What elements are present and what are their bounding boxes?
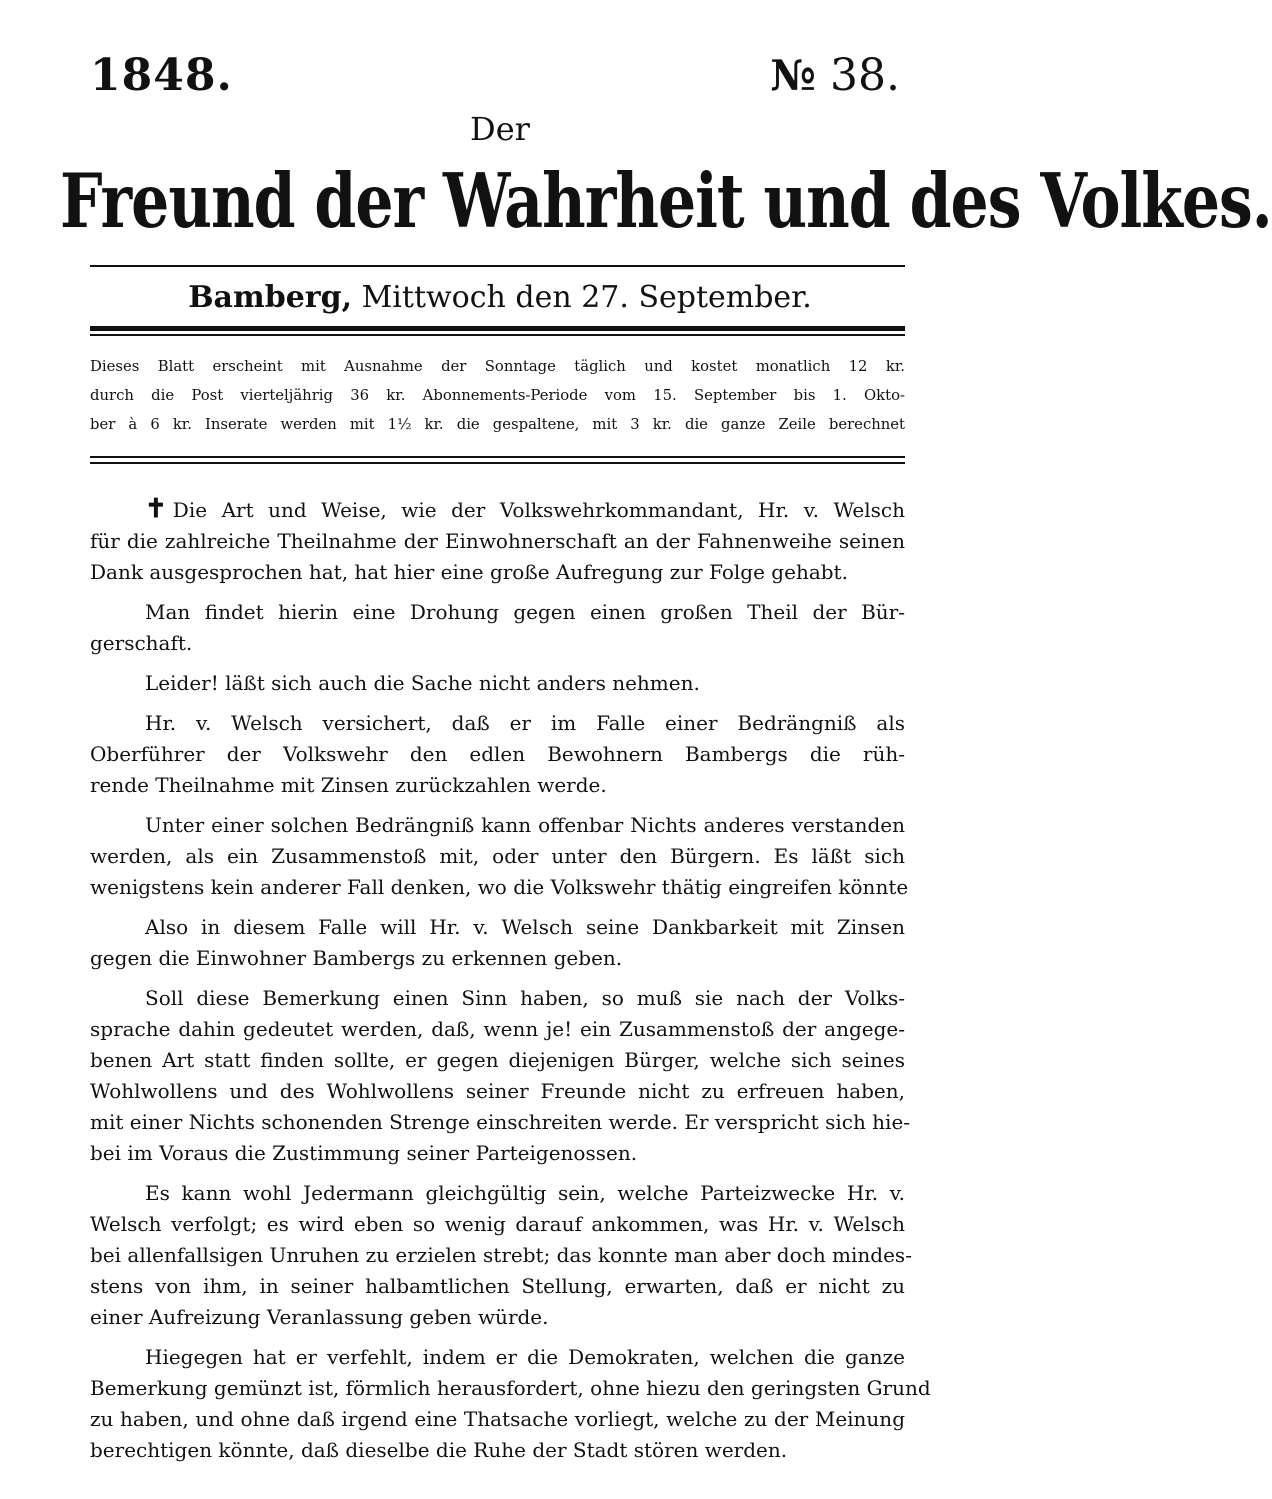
article-line-text: Welsch verfolgt; es wird eben so wenig darauf ankommen, was Hr. v. Welsch (90, 1212, 905, 1236)
article-line-text: Wohlwollens und des Wohlwollens seiner Freunde nicht zu erfreuen haben, (90, 1079, 905, 1103)
article-line-text: Also in diesem Falle will Hr. v. Welsch seine Dankbarkeit mit Zinsen (145, 915, 905, 939)
article-body (90, 494, 931, 1475)
article-line (90, 557, 905, 588)
article-line (90, 1178, 905, 1209)
article-paragraph (90, 912, 905, 974)
article-line-text: bei allenfallsigen Unruhen zu erzielen strebt; das konnte man aber doch mindes- (90, 1243, 912, 1267)
article-line-text: Soll diese Bemerkung einen Sinn haben, so muß sie nach der Volks- (145, 986, 905, 1010)
article-line (90, 1076, 905, 1107)
article-line-text: einer Aufreizung Veranlassung geben würde. (90, 1305, 549, 1329)
article-line (90, 597, 905, 628)
article-paragraph (90, 597, 905, 659)
article-line-text: Es kann wohl Jedermann gleichgültig sein, welche Parteizwecke Hr. v. (145, 1181, 905, 1205)
article-line-text: sprache dahin gedeutet werden, daß, wenn je! ein Zusammenstoß der angege- (90, 1017, 905, 1041)
article-line (90, 1435, 905, 1466)
article-line (90, 1342, 905, 1373)
cross-icon: ✝ (145, 494, 167, 524)
issue-sign: № (770, 51, 817, 100)
article-line (90, 770, 905, 801)
masthead-article: Der (470, 110, 530, 148)
subscription-line: Dieses Blatt erscheint mit Ausnahme der Sonntage täglich und kostet monatlich 12 kr. (90, 358, 905, 375)
masthead-title: Freund der Wahrheit und des Volkes. (60, 158, 1272, 246)
article-line-text: gerschaft. (90, 631, 193, 655)
article-paragraph (90, 494, 905, 588)
article-line-text: berechtigen könnte, daß dieselbe die Ruhe der Stadt stören werden. (90, 1438, 788, 1462)
article-line (90, 1373, 931, 1404)
issue-number (770, 50, 900, 101)
article-line-text: bei im Voraus die Zustimmung seiner Parteigenossen. (90, 1141, 638, 1165)
article-paragraph (90, 810, 909, 903)
article-paragraph (90, 708, 905, 801)
rule-double-top (90, 456, 905, 458)
rule-thin (90, 334, 905, 336)
article-line-text: für die zahlreiche Theilnahme der Einwohnerschaft an der Fahnenweihe seinen (90, 529, 905, 553)
subscription-line: ber à 6 kr. Inserate werden mit 1½ kr. die gespaltene, mit 3 kr. die ganze Zeile berechnet (90, 416, 905, 433)
article-line-text: Bemerkung gemünzt ist, förmlich herausfordert, ohne hiezu den geringsten Grund (90, 1376, 931, 1400)
article-line (90, 739, 905, 770)
article-line (90, 1240, 912, 1271)
article-line (90, 526, 905, 557)
article-line (90, 1209, 905, 1240)
article-line-text: mit einer Nichts schonenden Strenge einschreiten werde. Er verspricht sich hie- (90, 1110, 911, 1134)
article-line (90, 1138, 905, 1169)
rule-top (90, 265, 905, 267)
article-paragraph (90, 983, 911, 1169)
article-line (90, 943, 905, 974)
subscription-line: durch die Post vierteljährig 36 kr. Abonnements-Periode vom 15. September bis 1. Okto- (90, 387, 905, 404)
subscription-notice (90, 352, 905, 439)
dateline-date: Mittwoch den 27. September. (361, 280, 812, 315)
article-line-text: zu haben, und ohne daß irgend eine Thatsache vorliegt, welche zu der Meinung (90, 1407, 905, 1431)
article-line-text: gegen die Einwohner Bambergs zu erkennen geben. (90, 946, 623, 970)
article-line-text: Oberführer der Volkswehr den edlen Bewohnern Bambergs die rüh- (90, 742, 905, 766)
article-line (90, 841, 905, 872)
article-paragraph (90, 1178, 912, 1333)
article-line-text: Die Art und Weise, wie der Volkswehrkommandant, Hr. v. Welsch (172, 498, 905, 522)
dateline-place: Bamberg, (188, 280, 353, 315)
article-line (90, 1045, 905, 1076)
rule-thick (90, 326, 905, 331)
rule-double-bottom (90, 462, 905, 464)
article-line (90, 1271, 905, 1302)
article-line-text: werden, als ein Zusammenstoß mit, oder unter den Bürgern. Es läßt sich (90, 844, 905, 868)
article-line (90, 912, 905, 943)
article-line-text: Unter einer solchen Bedrängniß kann offenbar Nichts anderes verstanden (145, 813, 905, 837)
article-line-text: Dank ausgesprochen hat, hat hier eine große Aufregung zur Folge gehabt. (90, 560, 848, 584)
article-line (90, 494, 905, 526)
issue-number-value: 38. (830, 50, 900, 101)
article-line-text: benen Art statt finden sollte, er gegen diejenigen Bürger, welche sich seines (90, 1048, 905, 1072)
article-line-text: rende Theilnahme mit Zinsen zurückzahlen werde. (90, 773, 607, 797)
article-line (90, 810, 905, 841)
article-line-text: Leider! läßt sich auch die Sache nicht anders nehmen. (145, 671, 700, 695)
article-line (90, 1014, 905, 1045)
article-line (90, 983, 905, 1014)
article-line (90, 872, 909, 903)
article-line-text: wenigstens kein anderer Fall denken, wo die Volkswehr thätig eingreifen könnte (90, 875, 909, 899)
article-line-text: Hiegegen hat er verfehlt, indem er die Demokraten, welchen die ganze (145, 1345, 905, 1369)
year: 1848. (90, 50, 233, 101)
article-line (90, 708, 905, 739)
article-line-text: Hr. v. Welsch versichert, daß er im Falle einer Bedrängniß als (145, 711, 905, 735)
article-line (90, 1404, 905, 1435)
dateline (0, 280, 1000, 315)
article-line (90, 668, 905, 699)
article-paragraph (90, 1342, 931, 1466)
article-line (90, 1302, 905, 1333)
article-paragraph (90, 668, 905, 699)
article-line-text: stens von ihm, in seiner halbamtlichen Stellung, erwarten, daß er nicht zu (90, 1274, 905, 1298)
article-line (90, 1107, 911, 1138)
article-line-text: Man findet hierin eine Drohung gegen einen großen Theil der Bür- (145, 600, 905, 624)
article-line (90, 628, 905, 659)
